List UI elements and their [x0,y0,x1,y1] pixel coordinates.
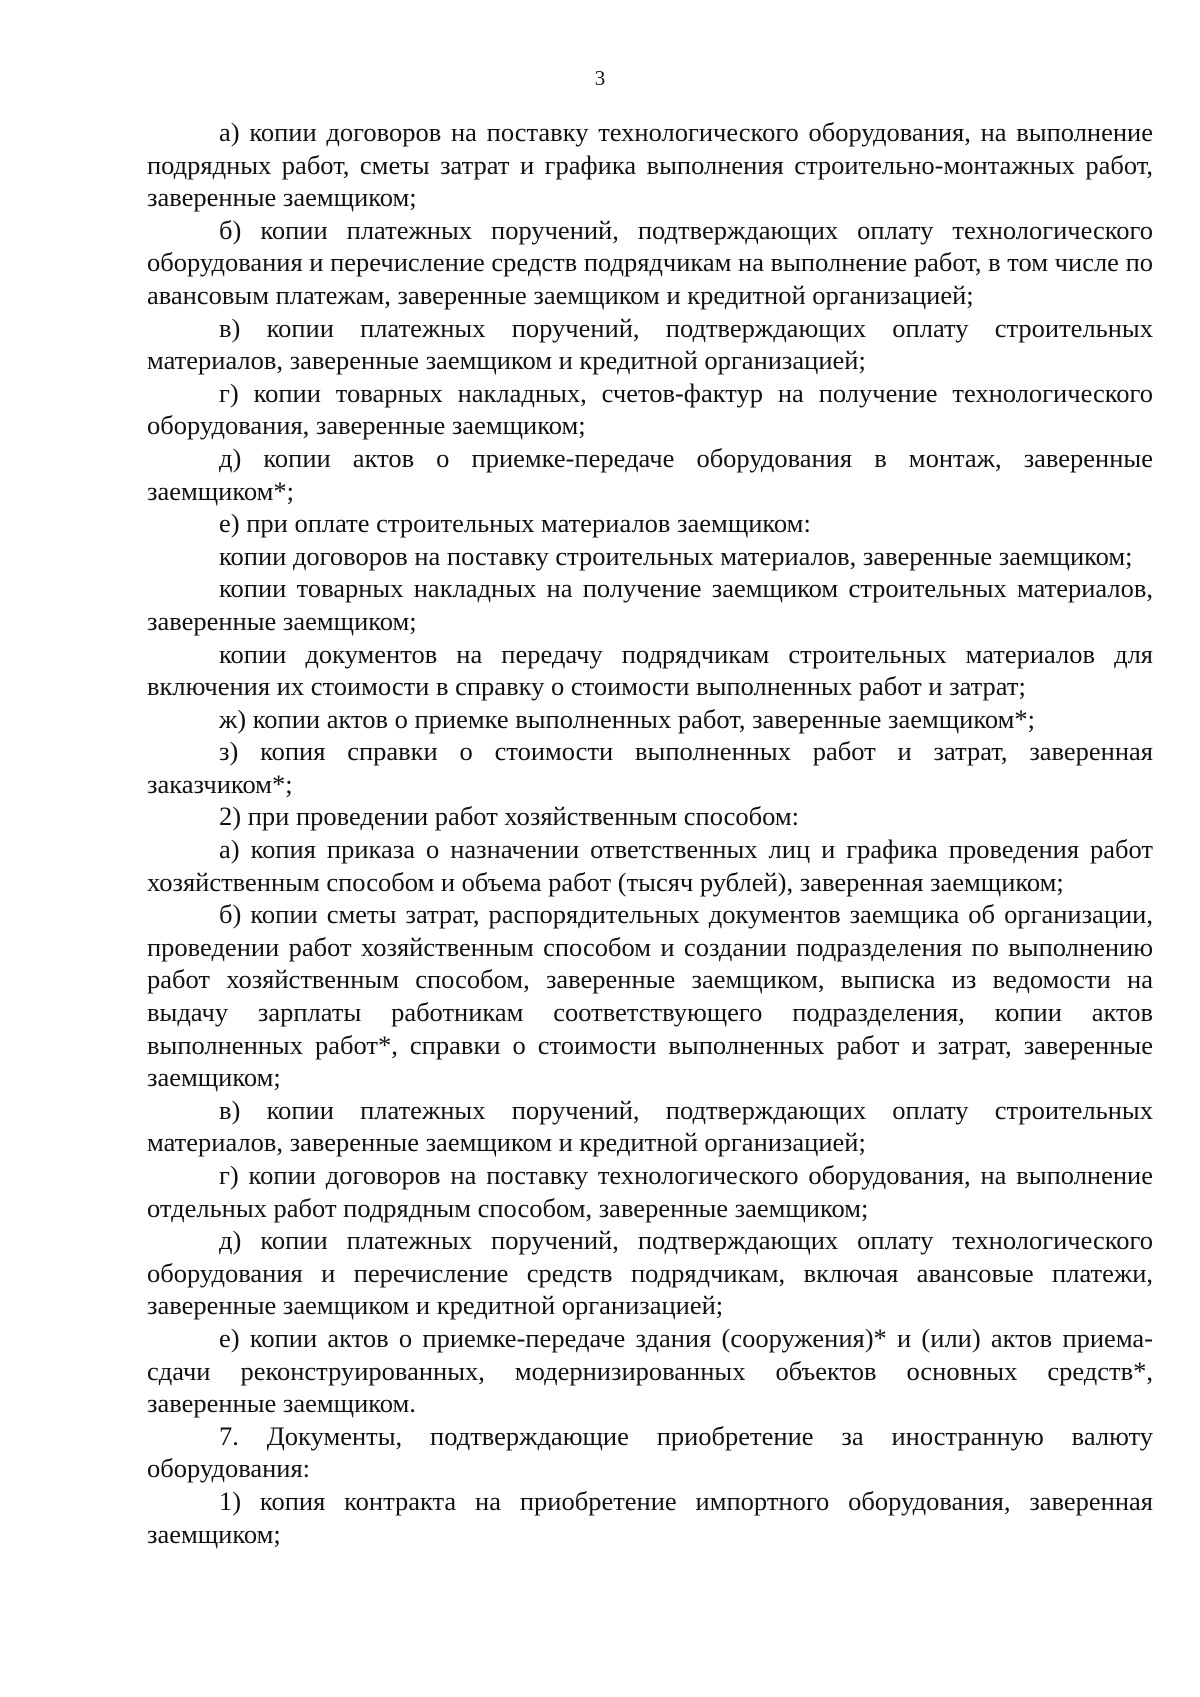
paragraph: г) копии договоров на поставку технологического оборудования, на выполнение отдельных работ подрядным способом, заверенные заемщиком; [147,1160,1153,1223]
paragraph: б) копии сметы затрат, распорядительных документов заемщика об организации, проведении работ хозяйственным способом и создании подразделения по выполнению работ хозяйственным способом, заверенные заемщиком, выписка из ведомости на выдачу зарплаты работникам соответствующего подразделения, копии актов выполненных работ*, справки о стоимости выполненных работ и затрат, заверенные заемщиком; [147,899,1153,1093]
paragraph: а) копии договоров на поставку технологического оборудования, на выполнение подрядных работ, сметы затрат и графика выполнения строительно-монтажных работ, заверенные заемщиком; [147,117,1153,213]
page-number: 3 [594,66,606,90]
paragraph: д) копии платежных поручений, подтверждающих оплату технологического оборудования и перечисление средств подрядчикам, включая авансовые платежи, заверенные заемщиком и кредитной организацией; [147,1225,1153,1321]
paragraph: а) копия приказа о назначении ответственных лиц и графика проведения работ хозяйственным способом и объема работ (тысяч рублей), заверенная заемщиком; [147,834,1153,897]
paragraph: е) при оплате строительных материалов заемщиком: [219,508,811,539]
paragraph: г) копии товарных накладных, счетов-фактур на получение технологического оборудования, заверенные заемщиком; [147,377,1153,441]
paragraph: копии договоров на поставку строительных материалов, заверенные заемщиком; [219,540,1133,571]
paragraph: копии документов на передачу подрядчикам строительных материалов для включения их стоимости в справку о стоимости выполненных работ и затрат; [147,638,1153,702]
document-body [147,116,1153,1550]
paragraph: е) копии актов о приемке-передаче здания (сооружения)* и (или) актов приема-сдачи реконструированных, модернизированных объектов основных средств*, заверенные заемщиком. [147,1322,1153,1419]
paragraph: 1) копия контракта на приобретение импортного оборудования, заверенная заемщиком; [147,1485,1153,1549]
paragraph: в) копии платежных поручений, подтверждающих оплату строительных материалов, заверенные заемщиком и кредитной организацией; [147,312,1153,376]
paragraph: в) копии платежных поручений, подтверждающих оплату строительных материалов, заверенные заемщиком и кредитной организацией; [147,1094,1153,1158]
paragraph: копии товарных накладных на получение заемщиком строительных материалов, заверенные заемщиком; [147,573,1153,636]
paragraph: б) копии платежных поручений, подтверждающих оплату технологического оборудования и перечисление средств подрядчикам на выполнение работ, в том числе по авансовым платежам, заверенные заемщиком и кредитной организацией; [147,214,1153,310]
paragraph: 2) при проведении работ хозяйственным способом: [219,801,799,832]
paragraph: з) копия справки о стоимости выполненных работ и затрат, заверенная заказчиком*; [147,736,1153,799]
paragraph: 7. Документы, подтверждающие приобретение за иностранную валюту оборудования: [147,1420,1153,1484]
paragraph: ж) копии актов о приемке выполненных работ, заверенные заемщиком*; [219,703,1036,734]
paragraph: д) копии актов о приемке-передаче оборудования в монтаж, заверенные заемщиком*; [147,442,1153,506]
